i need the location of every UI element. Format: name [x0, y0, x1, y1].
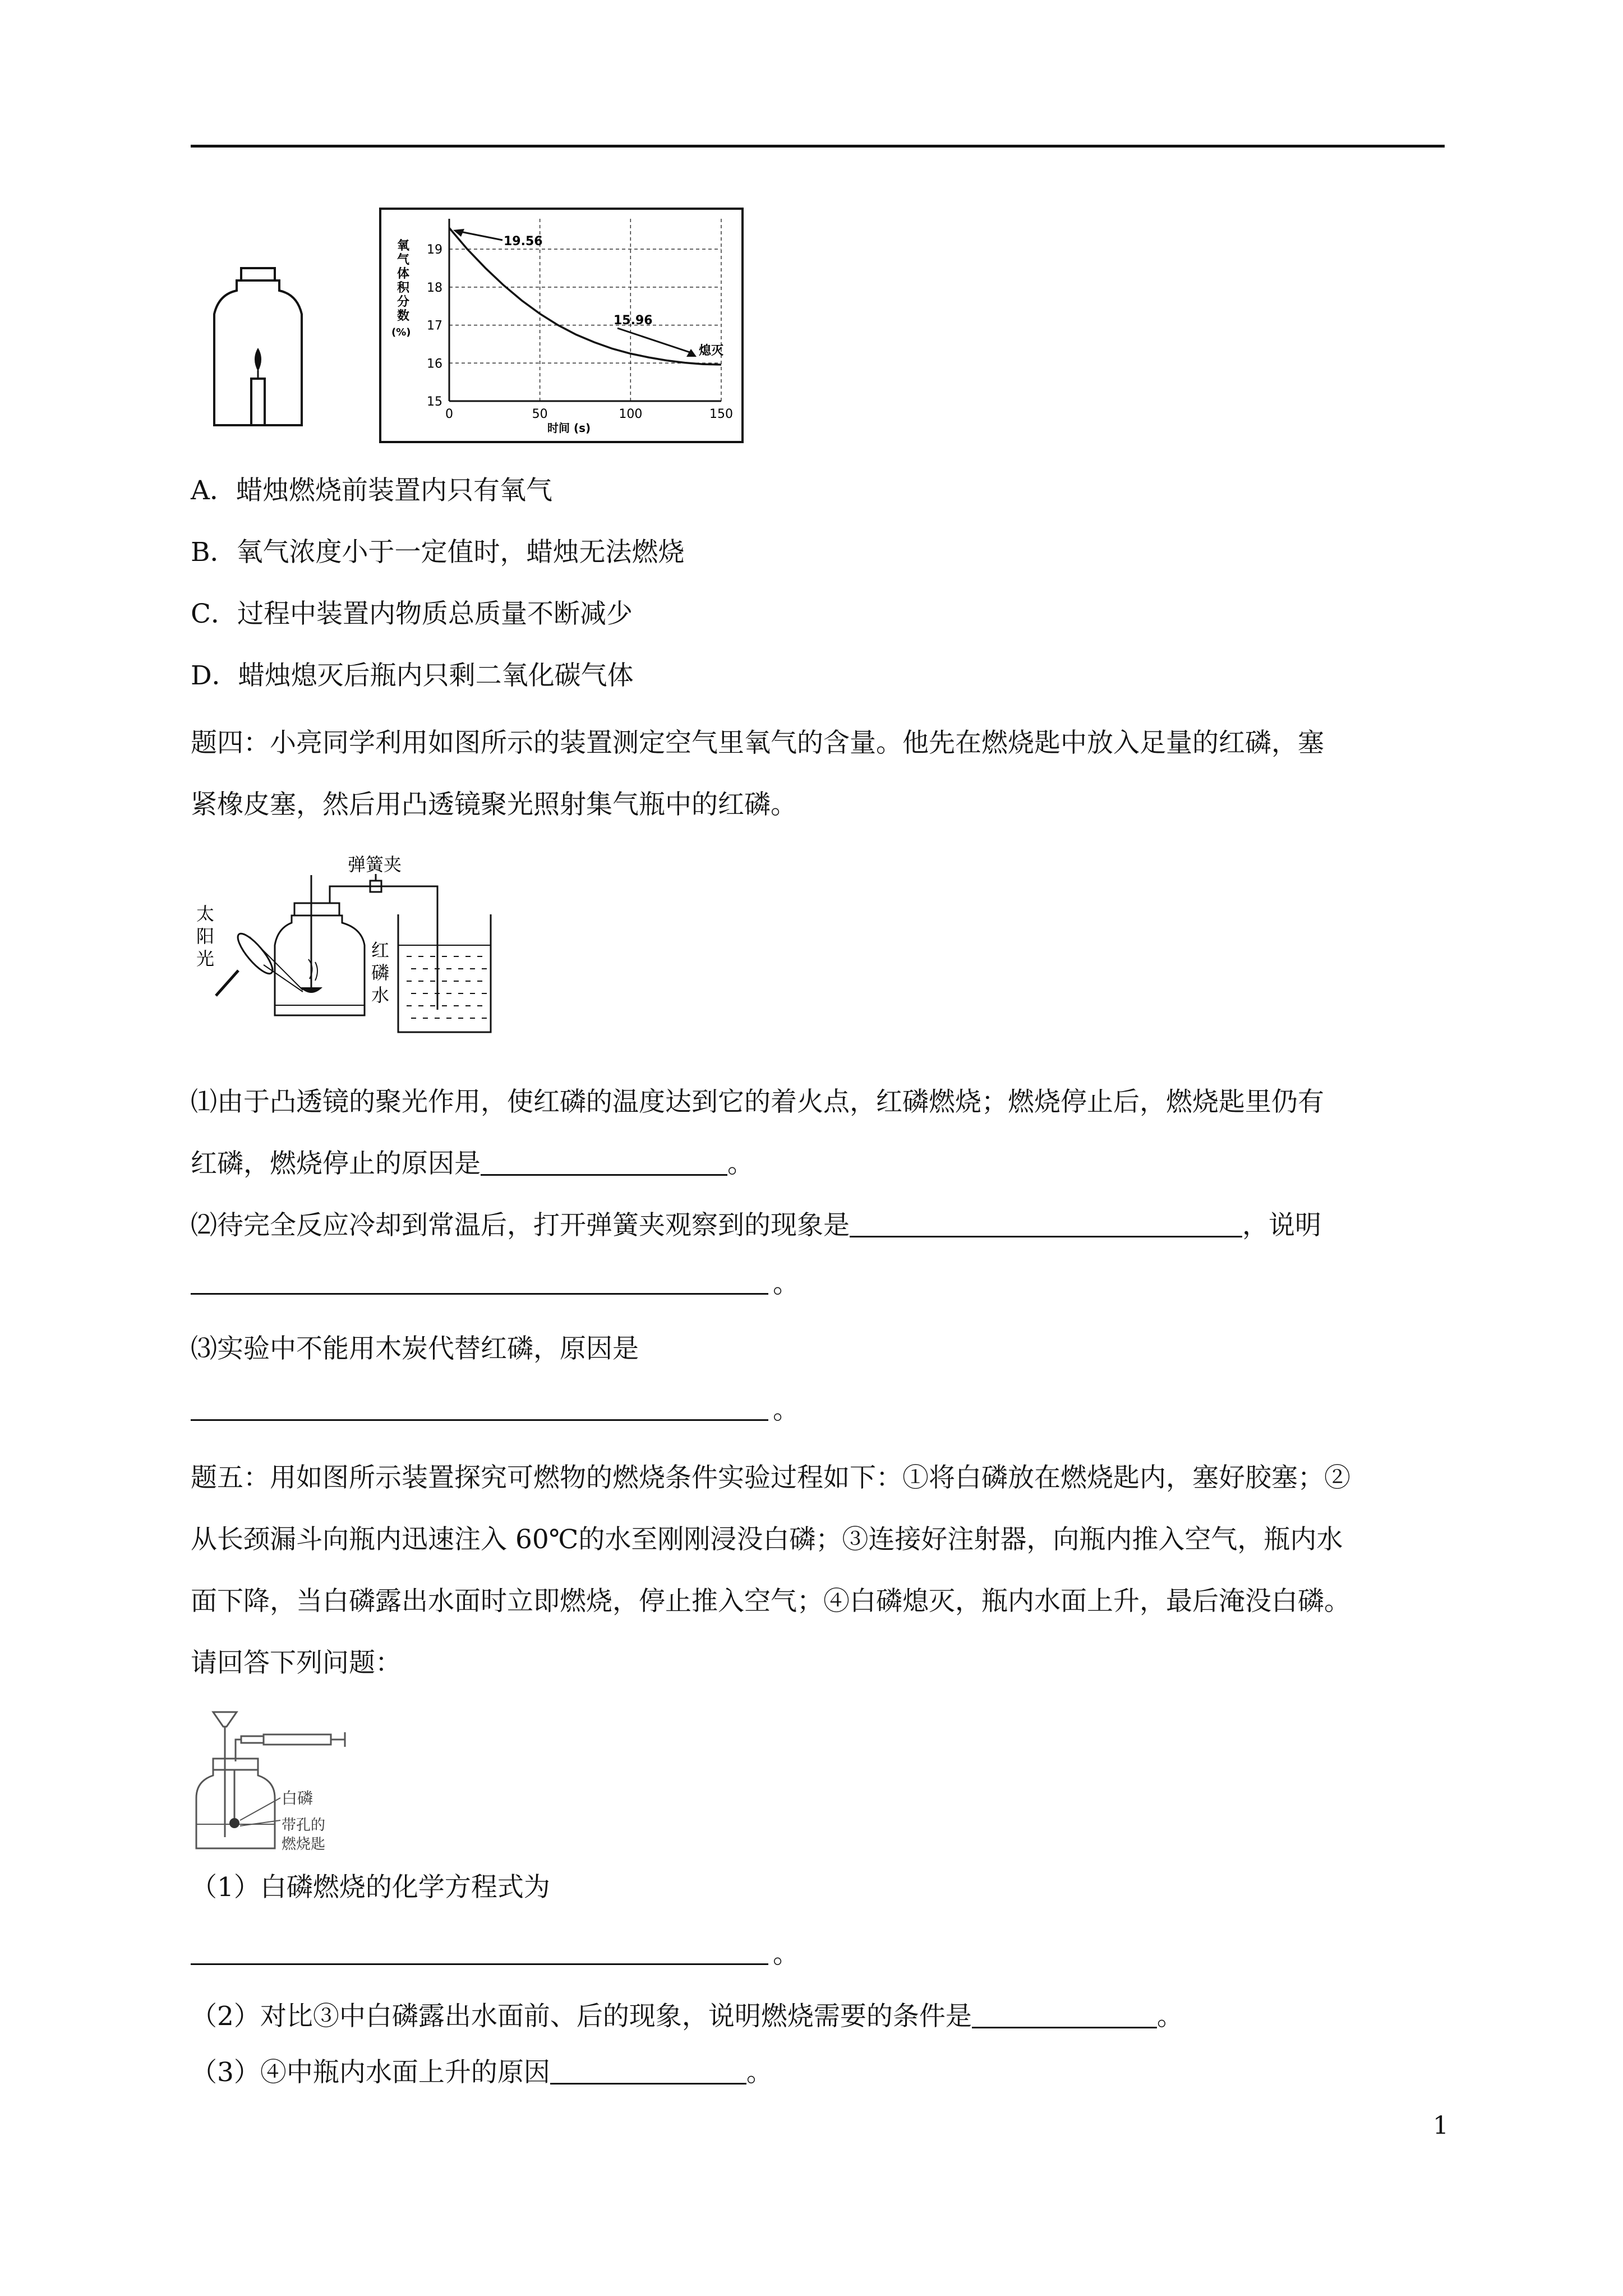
oxygen-series-line: [449, 228, 724, 365]
x-tick-label: 50: [532, 407, 548, 421]
xlabel: 时间 (s): [547, 421, 591, 435]
period: 。: [773, 1939, 799, 1970]
y-tick-label: 16: [427, 357, 442, 371]
funnel: [213, 1712, 237, 1727]
flame: [315, 962, 317, 981]
ylabel-char: 数: [397, 309, 410, 323]
beaker: [398, 914, 491, 1032]
q4-stem-line2: 紧橡皮塞，然后用凸透镜聚光照射集气瓶中的红磷。: [191, 789, 797, 820]
q5-stem-line4: 请回答下列问题：: [191, 1648, 402, 1678]
period: 。: [746, 2057, 773, 2088]
answer-blank[interactable]: [972, 1999, 1157, 2028]
page-number: 1: [1433, 2111, 1449, 2140]
label-red-p-1: 红: [371, 940, 390, 961]
option-a: A．蜡烛燃烧前装置内只有氧气: [191, 475, 552, 506]
annot-arrowhead-end: [686, 349, 697, 357]
label-sun-1: 太: [196, 903, 215, 924]
x-tick-label: 0: [445, 407, 453, 421]
label-spring-clip: 弹簧夹: [348, 854, 402, 875]
ylabel-char: 分: [397, 295, 410, 309]
white-phosphorus: [229, 1818, 239, 1828]
y-tick-label: 19: [427, 243, 442, 257]
q5-stem-line2: 从长颈漏斗向瓶内迅速注入 60℃的水至刚刚浸没白磷；③连接好注射器，向瓶内推入空气，瓶内水: [191, 1524, 1343, 1555]
answer-blank[interactable]: [191, 1419, 768, 1421]
label-spoon-2: 燃烧匙: [282, 1836, 326, 1853]
ylabel-char: 体: [397, 267, 410, 281]
q4-part3-line1: ⑶实验中不能用木炭代替红磷，原因是: [191, 1333, 639, 1364]
answer-blank[interactable]: [481, 1146, 727, 1176]
annot-arrow-start: [458, 231, 502, 240]
q5-part3-text: （3）④中瓶内水面上升的原因: [191, 2057, 550, 2088]
label-red-p-2: 磷: [371, 962, 390, 983]
annot-arrow-end: [617, 328, 693, 353]
q4-part1-line1: ⑴由于凸透镜的聚光作用，使红磷的温度达到它的着火点，红磷燃烧；燃烧停止后，燃烧匙里仍有: [191, 1087, 1324, 1117]
period: 。: [773, 1268, 799, 1299]
y-tick-label: 17: [427, 319, 442, 333]
label-sun-2: 阳: [196, 926, 215, 947]
ylabel-char: 积: [397, 281, 410, 295]
q5-part2-text: （2）对比③中白磷露出水面前、后的现象，说明燃烧需要的条件是: [191, 2001, 972, 2032]
syringe: [264, 1734, 331, 1745]
answer-blank[interactable]: [850, 1208, 1242, 1237]
q4-part2-text: ⑵待完全反应冷却到常温后，打开弹簧夹观察到的现象是: [191, 1210, 850, 1241]
lens: [233, 930, 277, 978]
period: 。: [773, 1395, 799, 1425]
stopper: [294, 903, 339, 915]
annot-start-value: 19.56: [504, 234, 543, 249]
option-c: C．过程中装置内物质总质量不断减少: [191, 599, 633, 629]
chart-grid: [449, 219, 724, 401]
answer-blank[interactable]: [191, 1293, 768, 1295]
annot-end-value: 15.96: [614, 314, 653, 328]
q4-part1-line2: [191, 1144, 754, 1184]
period: 。: [1156, 2001, 1183, 2032]
q5-stem-line3: 面下降，当白磷露出水面时立即燃烧，停止推入空气；④白磷熄灭，瓶内水面上升，最后淹没白磷。: [191, 1586, 1350, 1617]
annot-extinguish: 熄灭: [699, 344, 724, 358]
combustion-spoon: [300, 987, 322, 993]
period: 。: [727, 1148, 754, 1179]
ylabel-char: 氧: [397, 239, 410, 253]
y-tick-label: 18: [427, 280, 442, 295]
q4-stem-line1: 题四：小亮同学利用如图所示的装置测定空气里氧气的含量。他先在燃烧匙中放入足量的红磷，塞: [191, 728, 1324, 758]
q5-part3-line: [191, 2053, 773, 2092]
oxygen-chart: [379, 208, 744, 443]
answer-blank[interactable]: [550, 2055, 746, 2085]
option-b: B．氧气浓度小于一定值时，蜡烛无法燃烧: [191, 537, 685, 568]
gas-jar: [275, 915, 365, 1015]
q4-part2-suffix: ，说明: [1242, 1210, 1321, 1241]
white-phosphorus-apparatus-figure: [191, 1705, 353, 1857]
light-ray: [264, 965, 303, 992]
q4-part2-line1: [191, 1206, 1321, 1245]
lens-handle: [216, 970, 238, 996]
candle-jar-figure: [202, 264, 314, 432]
q4-part1-text: 红磷，燃烧停止的原因是: [191, 1148, 481, 1179]
label-sun-3: 光: [196, 948, 215, 969]
q5-part2-line: [191, 1997, 1183, 2036]
q5-stem-line1: 题五：用如图所示装置探究可燃物的燃烧条件实验过程如下：①将白磷放在燃烧匙内，塞好胶塞；②: [191, 1462, 1350, 1493]
syringe-body: [241, 1736, 264, 1743]
label-water: 水: [371, 984, 390, 1006]
q5-part1: （1）白磷燃烧的化学方程式为: [191, 1872, 550, 1903]
answer-blank[interactable]: [191, 1963, 768, 1965]
x-tick-label: 150: [709, 407, 733, 421]
y-tick-label: 15: [427, 395, 442, 409]
label-white-p: 白磷: [282, 1789, 313, 1807]
flask: [196, 1770, 275, 1848]
option-d: D．蜡烛熄灭后瓶内只剩二氧化碳气体: [191, 660, 634, 691]
header-rule: [191, 145, 1445, 148]
label-spoon-1: 带孔的: [282, 1817, 326, 1834]
light-ray: [250, 937, 303, 990]
red-phosphorus-apparatus-figure: [191, 847, 505, 1060]
x-tick-label: 100: [619, 407, 643, 421]
beaker-water: [407, 956, 487, 1018]
ylabel-char: 气: [397, 253, 410, 267]
ylabel-unit: (%): [391, 326, 411, 338]
